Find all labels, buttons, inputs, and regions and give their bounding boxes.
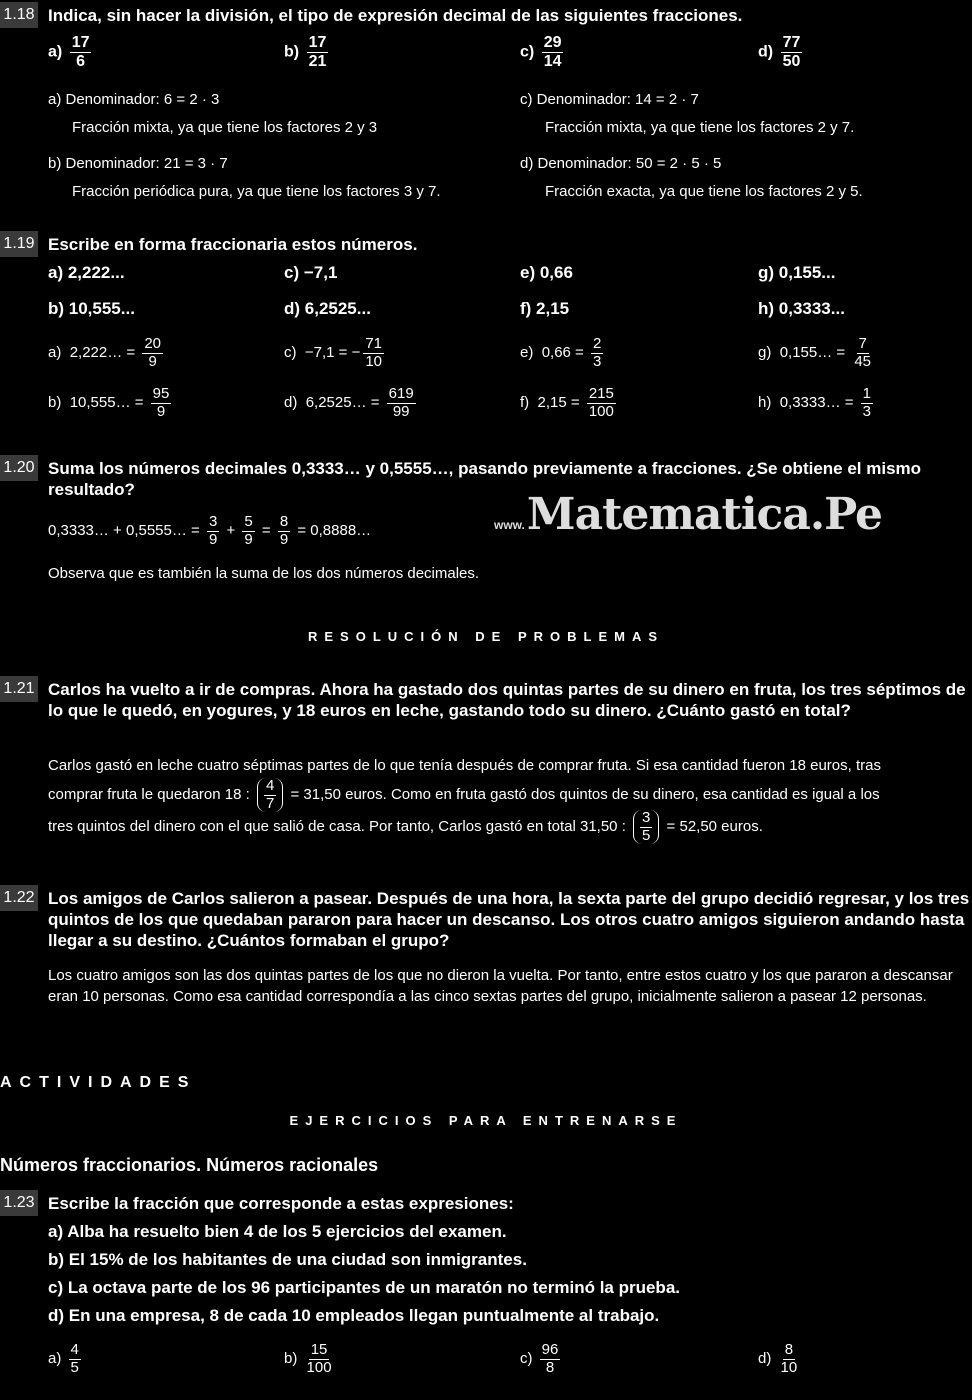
option-label: c) bbox=[520, 43, 535, 61]
denominator: 8 bbox=[545, 1358, 555, 1376]
answer-1-21-line2 bbox=[48, 778, 880, 812]
section-heading-activities: ACTIVIDADES bbox=[0, 1074, 197, 1091]
answer-c-line2: Fracción mixta, ya que tiene los factores 2 y 7. bbox=[545, 119, 855, 136]
answer-d-line2: Fracción exacta, ya que tiene los factores 2 y 5. bbox=[545, 183, 863, 200]
numerator: 7 bbox=[858, 335, 867, 352]
denominator: 6 bbox=[76, 52, 86, 70]
answer-label: b) bbox=[284, 1349, 298, 1367]
numerator: 4 bbox=[70, 1341, 79, 1358]
answer-label: d) bbox=[284, 393, 298, 411]
denominator: 100 bbox=[306, 1358, 332, 1376]
answer-a-line2: Fracción mixta, ya que tiene los factores 2 y 3 bbox=[72, 119, 378, 136]
denominator: 9 bbox=[279, 530, 289, 548]
item-c: c) −7,1 bbox=[284, 263, 338, 282]
answer-lhs: 6,2525… = bbox=[305, 393, 380, 411]
note-1-20: Observa que es también la suma de los dos números decimales. bbox=[48, 565, 480, 582]
answer-1-23-d bbox=[758, 1342, 802, 1376]
equation-rhs: = 0,8888… bbox=[297, 521, 372, 539]
numerator: 20 bbox=[144, 335, 162, 352]
denominator: 7 bbox=[265, 794, 275, 812]
item-a: a) 2,222... bbox=[48, 263, 125, 282]
answer-1-22: Los cuatro amigos son las dos quintas partes de los que no dieron la vuelta. Por tanto, entre estos cuatro y los que pararon a descansar eran 10 personas. Como esa cantidad correspondía a las cinco sextas partes del grupo, inicialmente salieron a pasear 12 personas. bbox=[48, 967, 953, 1005]
exercise-number-1-19: 1.19 bbox=[0, 231, 38, 257]
answer-label: f) bbox=[520, 393, 530, 411]
denominator: 10 bbox=[365, 352, 383, 370]
answer-119-b bbox=[48, 386, 174, 420]
answer-c-line1: c) Denominador: 14 = 2 · 7 bbox=[520, 91, 699, 108]
denominator: 100 bbox=[588, 402, 614, 420]
answer-lhs: 0,66 = bbox=[541, 343, 584, 361]
answer-1-21-line3 bbox=[48, 810, 763, 844]
answer-label: e) bbox=[520, 343, 534, 361]
option-label: b) bbox=[284, 43, 300, 61]
answer-label: a) bbox=[48, 343, 62, 361]
topic-heading: Números fraccionarios. Números racionales bbox=[0, 1155, 379, 1175]
answer-label: b) bbox=[48, 393, 62, 411]
answer-label: d) bbox=[758, 1349, 772, 1367]
option-label: a) bbox=[48, 43, 63, 61]
answer-lhs: 0,155… = bbox=[779, 343, 846, 361]
numerator: 5 bbox=[244, 513, 253, 530]
item-1-23-a: a) Alba ha resuelto bien 4 de los 5 ejercicios del examen. bbox=[48, 1222, 507, 1241]
denominator: 5 bbox=[642, 826, 651, 844]
watermark-logo bbox=[494, 488, 882, 540]
item-1-23-d: d) En una empresa, 8 de cada 10 empleados llegan puntualmente al trabajo. bbox=[48, 1306, 660, 1325]
exercise-question-1-18: Indica, sin hacer la división, el tipo de expresión decimal de las siguientes fracciones. bbox=[48, 6, 743, 25]
answer-1-21-line1: Carlos gastó en leche cuatro séptimas partes de lo que tenía después de comprar fruta. Si esa cantidad fueron 18 euros, tras bbox=[48, 757, 881, 774]
answer-label: g) bbox=[758, 343, 772, 361]
numerator: 77 bbox=[782, 34, 801, 51]
denominator: 14 bbox=[543, 52, 562, 70]
denominator: 9 bbox=[148, 352, 157, 370]
numerator: 17 bbox=[71, 34, 90, 51]
watermark-www: www. bbox=[494, 518, 525, 532]
exercise-number-1-21: 1.21 bbox=[0, 676, 38, 702]
answer-lhs: 2,15 = bbox=[537, 393, 580, 411]
answer-label: c) bbox=[520, 1349, 533, 1367]
answer-lhs: 2,222… = bbox=[69, 343, 136, 361]
numerator: 8 bbox=[784, 1341, 794, 1358]
numerator: 29 bbox=[543, 34, 562, 51]
answer-1-23-b bbox=[284, 1342, 337, 1376]
answer-119-g bbox=[758, 336, 876, 370]
exercise-number-1-23: 1.23 bbox=[0, 1190, 38, 1216]
denominator: 3 bbox=[592, 352, 602, 370]
answer-lhs: −7,1 = bbox=[304, 343, 348, 361]
minus-sign: − bbox=[351, 343, 361, 361]
option-label: d) bbox=[758, 43, 774, 61]
answer-119-a bbox=[48, 336, 166, 370]
denominator: 5 bbox=[70, 1358, 79, 1376]
denominator: 99 bbox=[392, 402, 410, 420]
sum-equation bbox=[48, 514, 371, 548]
item-g: g) 0,155... bbox=[758, 263, 836, 282]
numerator: 619 bbox=[388, 385, 414, 402]
option-c bbox=[520, 34, 566, 70]
numerator: 215 bbox=[588, 385, 614, 402]
answer-119-d bbox=[284, 386, 419, 420]
exercise-number-1-18: 1.18 bbox=[0, 2, 38, 28]
numerator: 8 bbox=[279, 513, 289, 530]
item-h: h) 0,3333... bbox=[758, 299, 845, 318]
exercise-question-1-23: Escribe la fracción que corresponde a estas expresiones: bbox=[48, 1194, 514, 1213]
denominator: 9 bbox=[208, 530, 218, 548]
answer-b-line2: Fracción periódica pura, ya que tiene los factores 3 y 7. bbox=[72, 183, 441, 200]
equals-sign: = bbox=[261, 521, 271, 539]
numerator: 3 bbox=[208, 513, 218, 530]
answer-label: h) bbox=[758, 393, 772, 411]
numerator: 71 bbox=[365, 335, 383, 352]
item-1-23-c: c) La octava parte de los 96 participantes de un maratón no terminó la prueba. bbox=[48, 1278, 680, 1297]
section-heading-exercises: EJERCICIOS PARA ENTRENARSE bbox=[289, 1113, 683, 1128]
option-d bbox=[758, 34, 805, 70]
plus-sign: + bbox=[226, 521, 236, 539]
equation-lhs: 0,3333… + 0,5555… = bbox=[48, 521, 200, 539]
text-part: = 52,50 euros. bbox=[666, 817, 763, 835]
answer-b-line1: b) Denominador: 21 = 3 · 7 bbox=[48, 155, 228, 172]
answer-119-c bbox=[284, 336, 387, 370]
numerator: 1 bbox=[862, 385, 872, 402]
text-part: tres quintos del dinero con el que salió de casa. Por tanto, Carlos gastó en total 31,50 : bbox=[48, 817, 626, 835]
answer-label: c) bbox=[284, 343, 297, 361]
answer-1-23-c bbox=[520, 1342, 563, 1376]
numerator: 3 bbox=[642, 809, 651, 826]
text-part: comprar fruta le quedaron 18 : bbox=[48, 785, 250, 803]
numerator: 95 bbox=[152, 385, 170, 402]
exercise-question-1-20: Suma los números decimales 0,3333… y 0,5555…, pasando previamente a fracciones. ¿Se obtiene el mismo resultado? bbox=[48, 459, 922, 499]
item-d: d) 6,2525... bbox=[284, 299, 371, 318]
answer-119-f bbox=[520, 386, 619, 420]
numerator: 96 bbox=[541, 1341, 559, 1358]
answer-label: a) bbox=[48, 1349, 62, 1367]
item-1-23-b: b) El 15% de los habitantes de una ciudad son inmigrantes. bbox=[48, 1250, 527, 1269]
watermark-brand: Matematica.Pe bbox=[526, 489, 883, 540]
denominator: 21 bbox=[308, 52, 327, 70]
item-b: b) 10,555... bbox=[48, 299, 135, 318]
denominator: 10 bbox=[780, 1358, 798, 1376]
exercise-number-1-20: 1.20 bbox=[0, 455, 38, 481]
denominator: 50 bbox=[782, 52, 801, 70]
answer-lhs: 0,3333… = bbox=[779, 393, 854, 411]
option-a bbox=[48, 34, 94, 70]
numerator: 2 bbox=[592, 335, 602, 352]
numerator: 4 bbox=[265, 777, 275, 794]
answer-119-e bbox=[520, 336, 606, 370]
denominator: 9 bbox=[244, 530, 253, 548]
exercise-question-1-21: Carlos ha vuelto a ir de compras. Ahora ha gastado dos quintas partes de su dinero en fruta, los tres séptimos de lo que le quedó, en yogures, y 18 euros en leche, gastando todo su dinero. ¿Cuánto gastó en total? bbox=[48, 680, 966, 720]
exercise-question-1-19: Escribe en forma fraccionaria estos números. bbox=[48, 235, 418, 254]
item-f: f) 2,15 bbox=[520, 299, 570, 318]
item-e: e) 0,66 bbox=[520, 263, 573, 282]
answer-a-line1: a) Denominador: 6 = 2 · 3 bbox=[48, 91, 220, 108]
denominator: 3 bbox=[862, 402, 872, 420]
exercise-question-1-22: Los amigos de Carlos salieron a pasear. Después de una hora, la sexta parte del grupo decidió regresar, y los tres quintos de los que quedaban pararon para hacer un descanso. Los otros cuatro amigos siguieron andando hasta llegar a su destino. ¿Cuántos formaban el grupo? bbox=[48, 889, 970, 950]
answer-1-23-a bbox=[48, 1342, 84, 1376]
answer-119-h bbox=[758, 386, 876, 420]
answer-d-line1: d) Denominador: 50 = 2 · 5 · 5 bbox=[520, 155, 722, 172]
denominator: 45 bbox=[854, 352, 872, 370]
numerator: 15 bbox=[310, 1341, 328, 1358]
option-b bbox=[284, 34, 331, 70]
text-part: = 31,50 euros. Como en fruta gastó dos quintos de su dinero, esa cantidad es igual a los bbox=[290, 785, 880, 803]
numerator: 17 bbox=[308, 34, 327, 51]
answer-lhs: 10,555… = bbox=[69, 393, 144, 411]
section-heading-problems: RESOLUCIÓN DE PROBLEMAS bbox=[307, 629, 664, 644]
denominator: 9 bbox=[156, 402, 166, 420]
exercise-number-1-22: 1.22 bbox=[0, 885, 38, 911]
